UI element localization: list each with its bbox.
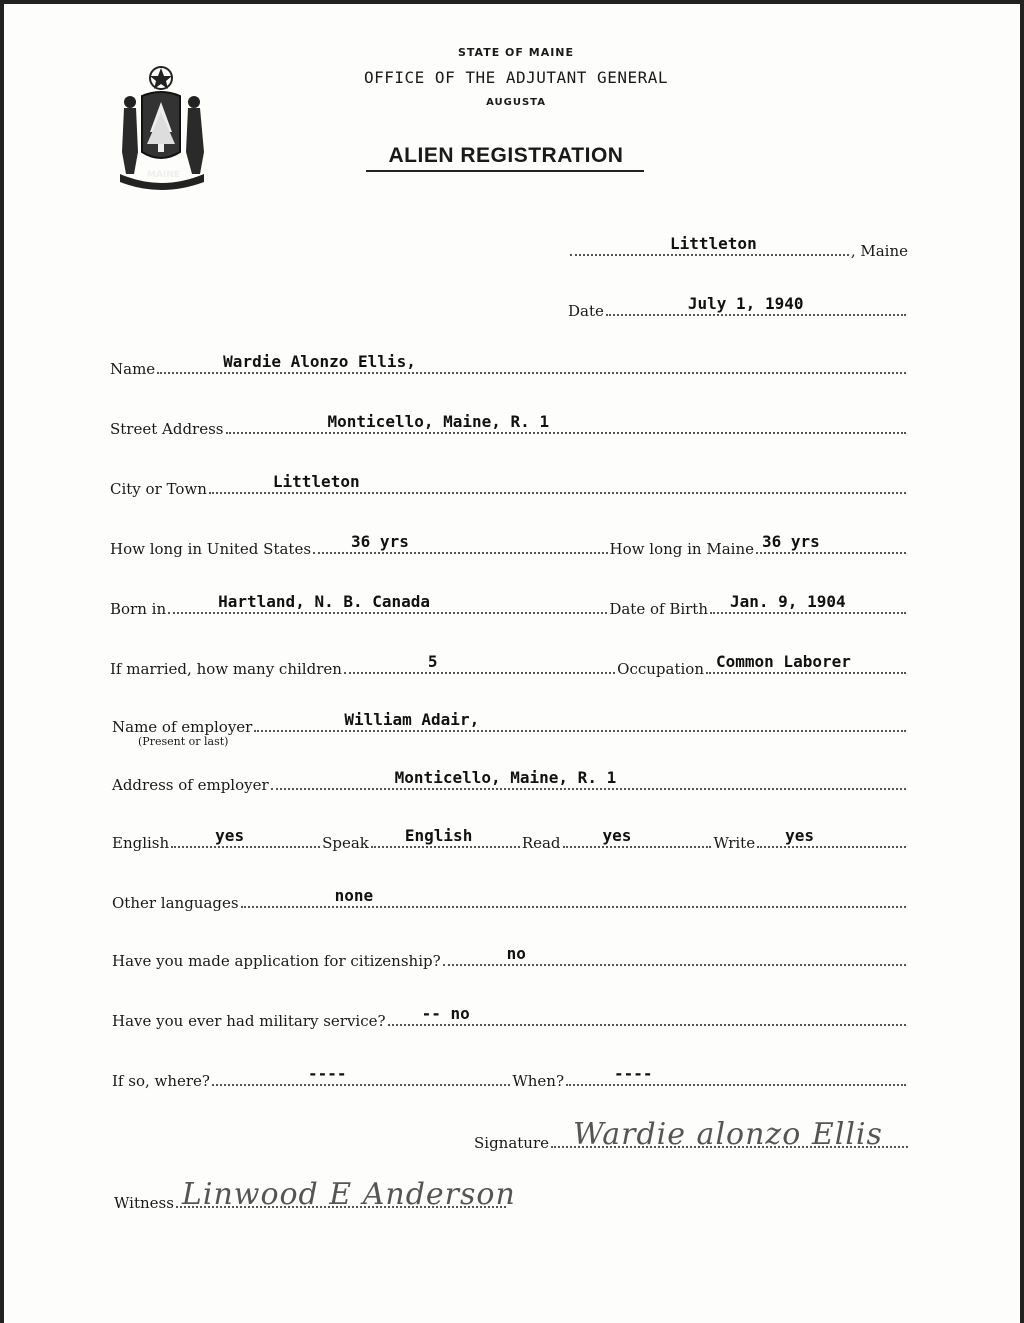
children-value: 5 [427, 652, 438, 671]
military-field[interactable] [388, 1004, 906, 1026]
military-value: -- no [421, 1004, 470, 1023]
other-languages-row [112, 888, 908, 912]
occupation-value: Common Laborer [716, 652, 851, 671]
street-value: Monticello, Maine, R. 1 [327, 412, 550, 431]
read-label: Read [521, 834, 561, 852]
emp-addr-field[interactable] [271, 768, 906, 790]
speak-field[interactable] [371, 826, 520, 848]
town-suffix: , Maine [850, 242, 908, 260]
when-field[interactable] [566, 1064, 906, 1086]
city-label: City or Town [110, 480, 207, 498]
write-field[interactable] [757, 826, 906, 848]
maine-value: 36 yrs [762, 532, 820, 551]
name-row [110, 354, 908, 378]
emp-addr-value: Monticello, Maine, R. 1 [394, 768, 617, 787]
town-field[interactable] [570, 234, 849, 256]
employer-row [112, 712, 908, 736]
dob-field[interactable] [710, 592, 906, 614]
name-value: Wardie Alonzo Ellis, [223, 352, 416, 371]
other-lang-label: Other languages [112, 894, 239, 912]
born-value: Hartland, N. B. Canada [218, 592, 431, 611]
dob-value: Jan. 9, 1904 [730, 592, 846, 611]
when-label: When? [512, 1072, 564, 1090]
employer-label: Name of employer [112, 718, 253, 736]
form-title: ALIEN REGISTRATION [388, 144, 624, 167]
service-detail-row [112, 1066, 908, 1090]
write-value: yes [785, 826, 814, 845]
signature-row [474, 1117, 910, 1152]
date-value: July 1, 1940 [687, 294, 804, 313]
occupation-field[interactable] [706, 652, 906, 674]
city-row [110, 474, 908, 498]
citizenship-label: Have you made application for citizenship? [112, 952, 441, 970]
dob-label: Date of Birth [609, 600, 708, 618]
header-state: STATE OF MAINE [457, 46, 575, 59]
maine-field[interactable] [756, 532, 906, 554]
read-field[interactable] [563, 826, 712, 848]
where-label: If so, where? [112, 1072, 210, 1090]
name-label: Name [110, 360, 156, 378]
date-row [568, 296, 908, 320]
street-field[interactable] [226, 412, 906, 434]
citizenship-value: no [506, 944, 526, 963]
witness-row [114, 1177, 516, 1212]
read-value: yes [602, 826, 632, 845]
witness-label: Witness [114, 1194, 174, 1212]
town-row [568, 236, 908, 260]
header-office: OFFICE OF THE ADJUTANT GENERAL [364, 68, 668, 87]
when-value: ---- [614, 1064, 653, 1083]
citizenship-field[interactable] [443, 944, 906, 966]
date-field[interactable] [606, 294, 906, 316]
city-value: Littleton [272, 472, 360, 491]
occupation-label: Occupation [617, 660, 704, 678]
maine-label: How long in Maine [609, 540, 754, 558]
language-row [112, 828, 908, 852]
residence-row [110, 534, 908, 558]
witness-field[interactable] [176, 1177, 516, 1212]
birth-row [110, 594, 908, 618]
title-underline [366, 170, 644, 172]
employer-field[interactable] [254, 710, 906, 732]
citizenship-row [112, 946, 908, 970]
other-lang-field[interactable] [241, 886, 906, 908]
us-label: How long in United States [110, 540, 312, 558]
header-city: AUGUSTA [486, 97, 546, 108]
street-row [110, 414, 908, 438]
write-label: Write [713, 834, 756, 852]
signature-value: Wardie alonzo Ellis [573, 1117, 883, 1152]
english-field[interactable] [171, 826, 320, 848]
born-field[interactable] [168, 592, 607, 614]
witness-value: Linwood E Anderson [181, 1177, 516, 1212]
where-field[interactable] [212, 1064, 510, 1086]
us-field[interactable] [313, 532, 608, 554]
where-value: ---- [307, 1064, 347, 1083]
born-label: Born in [110, 600, 167, 618]
us-value: 36 yrs [351, 532, 409, 551]
employer-address-row [112, 770, 908, 794]
date-label: Date [568, 302, 604, 320]
name-field[interactable] [157, 352, 906, 374]
children-label: If married, how many children [110, 660, 342, 678]
city-field[interactable] [209, 472, 906, 494]
employer-sublabel: (Present or last) [138, 735, 229, 748]
military-row [112, 1006, 908, 1030]
town-value: Littleton [670, 234, 757, 253]
military-label: Have you ever had military service? [112, 1012, 386, 1030]
english-value: yes [215, 826, 245, 845]
emp-addr-label: Address of employer [112, 776, 269, 794]
speak-value: English [404, 826, 473, 845]
children-field[interactable] [344, 652, 615, 674]
employer-value: William Adair, [344, 710, 480, 729]
seal-text: MAINE [147, 170, 180, 180]
speak-label: Speak [322, 834, 369, 852]
signature-label: Signature [474, 1134, 550, 1152]
english-label: English [112, 834, 170, 852]
signature-field[interactable] [551, 1117, 908, 1152]
other-lang-value: none [334, 886, 374, 905]
family-row [110, 654, 908, 678]
street-label: Street Address [110, 420, 224, 438]
